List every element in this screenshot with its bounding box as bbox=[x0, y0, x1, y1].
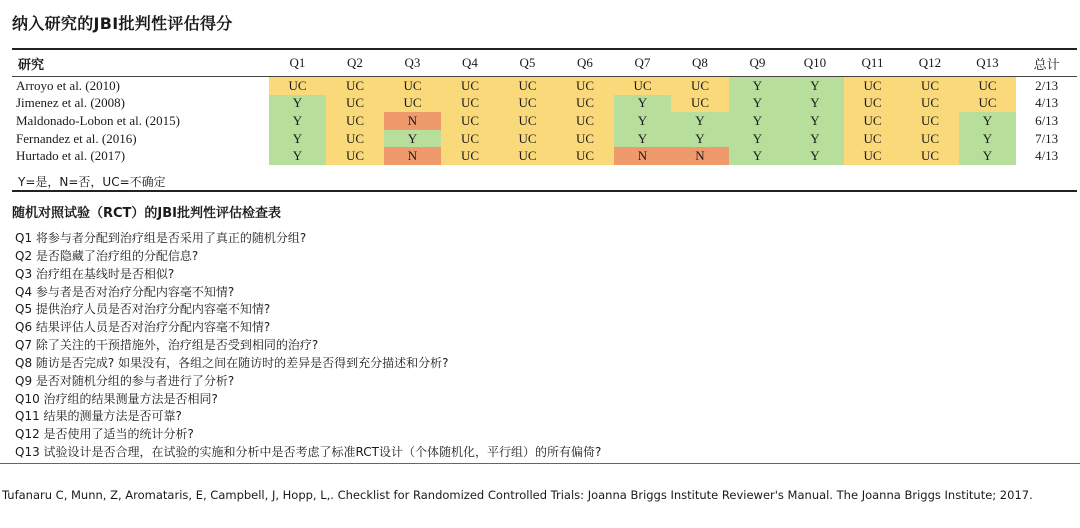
score-cell: UC bbox=[499, 130, 557, 148]
checklist-questions bbox=[15, 230, 601, 462]
score-cell: UC bbox=[441, 147, 499, 165]
checklist-question-item: Q10 治疗组的结果测量方法是否相同? bbox=[15, 391, 218, 406]
score-cell: UC bbox=[326, 95, 384, 113]
score-cell: N bbox=[671, 147, 729, 165]
score-cell: UC bbox=[959, 77, 1017, 95]
score-cell: UC bbox=[441, 95, 499, 113]
score-cell: UC bbox=[556, 77, 614, 95]
jbi-scores-table bbox=[12, 50, 1077, 165]
score-cell: Y bbox=[729, 112, 787, 130]
checklist-question-item: Q3 治疗组在基线时是否相似? bbox=[15, 266, 175, 281]
study-name-cell: Arroyo et al. (2010) bbox=[16, 77, 120, 93]
column-header-q8: Q8 bbox=[671, 50, 729, 77]
checklist-question-item: Q11 结果的测量方法是否可靠? bbox=[15, 409, 182, 424]
table-row bbox=[12, 95, 1077, 113]
column-header-q6: Q6 bbox=[556, 50, 614, 77]
checklist-question-item: Q1 将参与者分配到治疗组是否采用了真正的随机分组? bbox=[15, 231, 307, 245]
score-cell: Y bbox=[384, 130, 442, 148]
table-body bbox=[12, 77, 1077, 165]
checklist-question-item: Q8 随访是否完成? 如果没有，各组之间在随访时的差异是否得到充分描述和分析? bbox=[15, 355, 449, 370]
score-cell: Y bbox=[269, 147, 327, 165]
score-cell: UC bbox=[384, 95, 442, 113]
score-cell: UC bbox=[901, 77, 959, 95]
score-cell: Y bbox=[671, 130, 729, 148]
section-divider bbox=[12, 190, 1077, 192]
checklist-question-item: Q5 提供治疗人员是否对治疗分配内容毫不知情? bbox=[15, 302, 271, 317]
column-header-q11: Q11 bbox=[844, 50, 902, 77]
score-cell: UC bbox=[556, 147, 614, 165]
column-header-q10: Q10 bbox=[786, 50, 844, 77]
score-cell: UC bbox=[556, 95, 614, 113]
score-cell: Y bbox=[671, 112, 729, 130]
checklist-question-item: Q4 参与者是否对治疗分配内容毫不知情? bbox=[15, 284, 235, 299]
score-cell: UC bbox=[901, 147, 959, 165]
score-cell: N bbox=[384, 147, 442, 165]
score-cell: Y bbox=[729, 77, 787, 95]
score-cell: UC bbox=[269, 77, 327, 95]
score-cell: UC bbox=[441, 130, 499, 148]
score-cell: Y bbox=[269, 130, 327, 148]
score-cell: Y bbox=[786, 77, 844, 95]
study-name-cell: Hurtado et al. (2017) bbox=[16, 148, 126, 164]
score-cell: Y bbox=[729, 147, 787, 165]
score-cell: UC bbox=[844, 112, 902, 130]
score-cell: UC bbox=[614, 77, 672, 95]
column-header-q1: Q1 bbox=[269, 50, 327, 77]
column-header-total: 总计 bbox=[1016, 50, 1077, 77]
column-header-q12: Q12 bbox=[901, 50, 959, 77]
checklist-question-item: Q2 是否隐藏了治疗组的分配信息? bbox=[15, 248, 199, 263]
score-legend: Y=是，N=否，UC=不确定 bbox=[18, 175, 166, 189]
column-header-q13: Q13 bbox=[959, 50, 1017, 77]
checklist-question-item: Q13 试验设计是否合理，在试验的实施和分析中是否考虑了标准RCT设计（个体随机化，平行组）的所有偏倚? bbox=[15, 445, 602, 460]
score-cell: Y bbox=[786, 112, 844, 130]
table-row bbox=[12, 112, 1077, 130]
score-cell: UC bbox=[844, 95, 902, 113]
table-header-row bbox=[12, 50, 1077, 77]
score-cell: Y bbox=[729, 130, 787, 148]
study-name-cell: Jimenez et al. (2008) bbox=[16, 95, 126, 111]
column-header-q2: Q2 bbox=[326, 50, 384, 77]
score-cell: UC bbox=[556, 130, 614, 148]
score-cell: UC bbox=[326, 77, 384, 95]
checklist-question-item: Q7 除了关注的干预措施外，治疗组是否受到相同的治疗? bbox=[15, 338, 319, 353]
score-cell: Y bbox=[269, 112, 327, 130]
score-cell: UC bbox=[384, 77, 442, 95]
total-score-cell: 7/13 bbox=[1016, 130, 1077, 148]
score-cell: UC bbox=[959, 95, 1017, 113]
total-score-cell: 4/13 bbox=[1016, 147, 1077, 165]
score-cell: Y bbox=[614, 112, 672, 130]
score-cell: UC bbox=[844, 130, 902, 148]
score-cell: UC bbox=[441, 112, 499, 130]
score-cell: Y bbox=[959, 147, 1017, 165]
scores-table-container bbox=[12, 48, 1077, 165]
table-row bbox=[12, 147, 1077, 165]
score-cell: UC bbox=[499, 95, 557, 113]
score-cell: UC bbox=[901, 95, 959, 113]
table-row bbox=[12, 130, 1077, 148]
bottom-rule bbox=[0, 463, 1080, 464]
score-cell: UC bbox=[499, 77, 557, 95]
score-cell: Y bbox=[959, 112, 1017, 130]
score-cell: UC bbox=[671, 95, 729, 113]
column-header-q5: Q5 bbox=[499, 50, 557, 77]
score-cell: UC bbox=[844, 77, 902, 95]
study-name-cell: Fernandez et al. (2016) bbox=[16, 130, 137, 146]
score-cell: UC bbox=[326, 147, 384, 165]
column-header-q9: Q9 bbox=[729, 50, 787, 77]
column-header-q7: Q7 bbox=[614, 50, 672, 77]
checklist-question-item: Q6 结果评估人员是否对治疗分配内容毫不知情? bbox=[15, 320, 271, 335]
score-cell: Y bbox=[786, 95, 844, 113]
reference-citation: Tufanaru C, Munn, Z, Aromataris, E, Campbell, J, Hopp, L,. Checklist for Randomized Controlled Trials: Joanna Briggs Institute Reviewer's Manual. The Joanna Briggs Institute; 2017. bbox=[2, 488, 1033, 502]
total-score-cell: 6/13 bbox=[1016, 112, 1077, 130]
study-name-cell: Maldonado-Lobon et al. (2015) bbox=[16, 112, 180, 128]
score-cell: Y bbox=[614, 130, 672, 148]
score-cell: N bbox=[384, 112, 442, 130]
score-cell: UC bbox=[326, 112, 384, 130]
column-header-q3: Q3 bbox=[384, 50, 442, 77]
score-cell: Y bbox=[959, 130, 1017, 148]
score-cell: Y bbox=[729, 95, 787, 113]
score-cell: UC bbox=[441, 77, 499, 95]
checklist-question-item: Q12 是否使用了适当的统计分析? bbox=[15, 427, 194, 442]
total-score-cell: 4/13 bbox=[1016, 95, 1077, 113]
score-cell: UC bbox=[671, 77, 729, 95]
table-row bbox=[12, 77, 1077, 95]
score-cell: Y bbox=[269, 95, 327, 113]
score-cell: UC bbox=[499, 147, 557, 165]
score-cell: Y bbox=[786, 130, 844, 148]
page-title: 纳入研究的JBI批判性评估得分 bbox=[12, 14, 233, 33]
score-cell: UC bbox=[326, 130, 384, 148]
score-cell: Y bbox=[614, 95, 672, 113]
score-cell: UC bbox=[901, 112, 959, 130]
score-cell: UC bbox=[556, 112, 614, 130]
total-score-cell: 2/13 bbox=[1016, 77, 1077, 95]
column-header-q4: Q4 bbox=[441, 50, 499, 77]
score-cell: N bbox=[614, 147, 672, 165]
score-cell: Y bbox=[786, 147, 844, 165]
checklist-question-item: Q9 是否对随机分组的参与者进行了分析? bbox=[15, 373, 235, 388]
checklist-title: 随机对照试验（RCT）的JBI批判性评估检查表 bbox=[12, 206, 282, 221]
score-cell: UC bbox=[844, 147, 902, 165]
column-header-study: 研究 bbox=[12, 50, 269, 77]
score-cell: UC bbox=[901, 130, 959, 148]
score-cell: UC bbox=[499, 112, 557, 130]
